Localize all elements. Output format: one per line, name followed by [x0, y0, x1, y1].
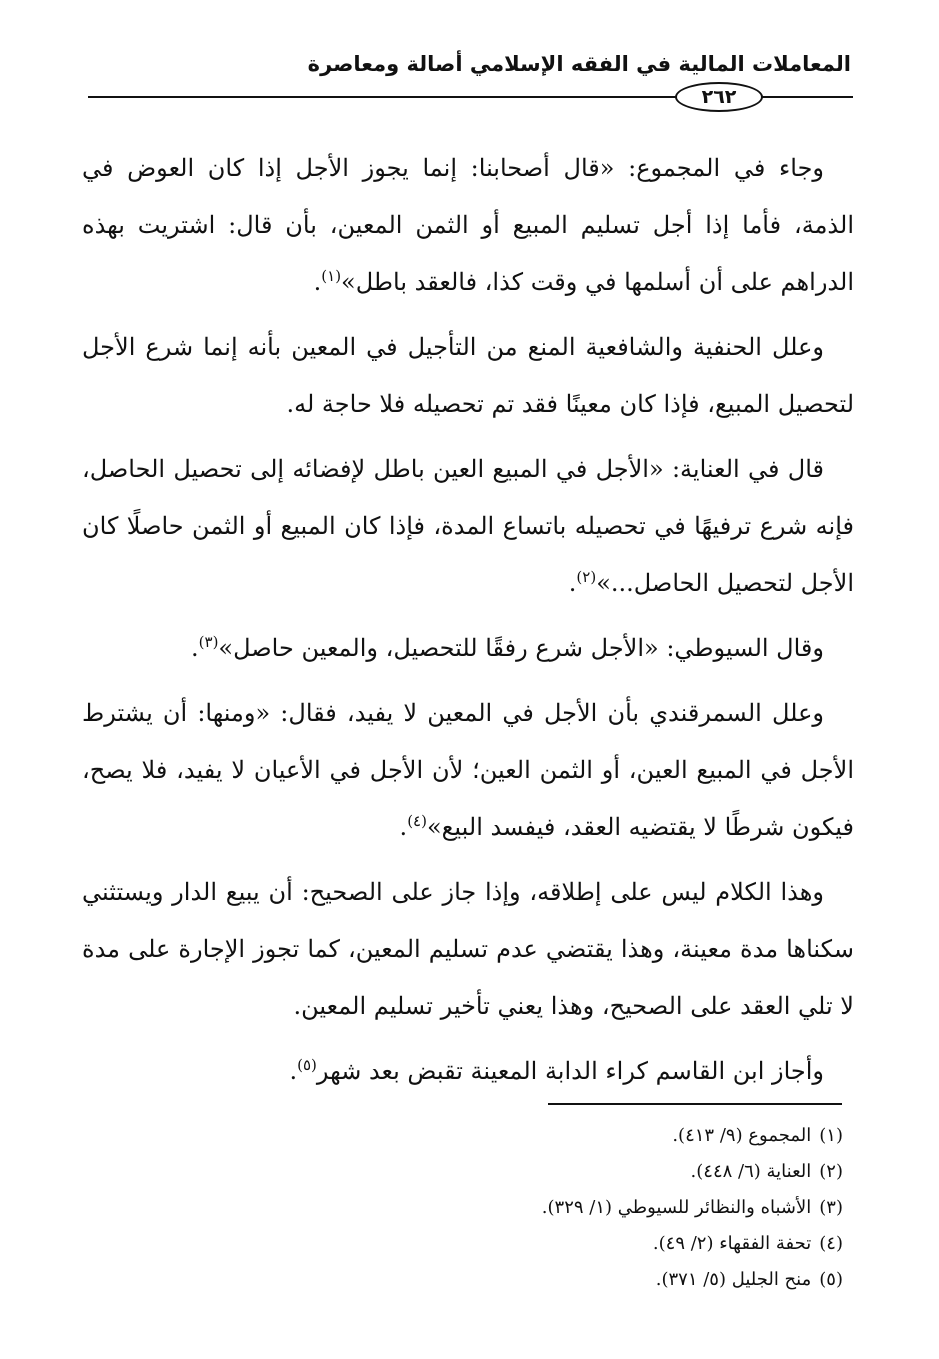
footnote-text: تحفة الفقهاء (٢/ ٤٩).: [652, 1233, 812, 1254]
paragraph-end: .: [568, 569, 577, 597]
paragraph: [82, 441, 854, 612]
paragraph-text: وهذا الكلام ليس على إطلاقه، وإذا جاز على الصحيح: أن يبيع الدار ويستثني سكناها مدة معينة، وهذا يقتضي عدم تسليم المعين، كما تجوز الإجارة على مدة لا تلي العقد على الصحيح، وهذا يعني تأخير تسليم المعين.: [82, 878, 854, 1020]
footnote-reference: (٢): [576, 568, 597, 586]
footnotes-list: [343, 1118, 843, 1298]
footnote-reference: (١): [321, 267, 342, 285]
paragraph-text: قال في العناية: «الأجل في المبيع العين باطل لإفضائه إلى تحصيل الحاصل، فإنه شرع ترفيهًا في تحصيله باتساع المدة، فإذا كان المبيع أو الثمن حاصلًا كان الأجل لتحصيل الحاصل...»: [82, 455, 854, 597]
paragraph-end: .: [313, 268, 322, 296]
footnote-reference: (٥): [297, 1056, 317, 1074]
running-title: المعاملات المالية في الفقه الإسلامي أصالة ومعاصرة: [307, 52, 851, 76]
paragraph-text: وجاء في المجموع: «قال أصحابنا: إنما يجوز الأجل إذا كان العوض في الذمة، فأما إذا أجل تسليم المبيع أو الثمن المعين، بأن قال: اشتريت بهذه الدراهم على أن أسلمها في وقت كذا، فالعقد باطل»: [82, 154, 854, 296]
footnote-text: منح الجليل (٥/ ٣٧١).: [655, 1269, 812, 1290]
footnote-text: الأشباه والنظائر للسيوطي (١/ ٣٢٩).: [541, 1197, 812, 1218]
footnote-text: المجموع (٩/ ٤١٣).: [672, 1125, 812, 1146]
paragraph-text: وأجاز ابن القاسم كراء الدابة المعينة تقبض بعد شهر: [316, 1057, 824, 1085]
paragraph: [82, 864, 854, 1035]
footnote: [343, 1262, 843, 1298]
footnote-number: (٣): [819, 1197, 843, 1218]
footnote-number: (٢): [819, 1161, 843, 1182]
paragraph-end: .: [191, 634, 199, 662]
footnote-separator: [548, 1103, 842, 1105]
footnote-reference: (٣): [198, 633, 219, 651]
paragraph-text: وعلل الحنفية والشافعية المنع من التأجيل في المعين بأنه إنما شرع الأجل لتحصيل المبيع، فإذا كان معينًا فقد تم تحصيله فلا حاجة له.: [82, 333, 854, 418]
footnote-reference: (٤): [407, 812, 427, 830]
paragraph: [82, 620, 854, 677]
footnote-number: (١): [819, 1125, 843, 1146]
page-number: ٢٦٢: [701, 86, 737, 108]
page-number-oval: [675, 82, 763, 112]
footnote: [343, 1154, 843, 1190]
footnote: [343, 1118, 843, 1154]
paragraph-text: وعلل السمرقندي بأن الأجل في المعين لا يفيد، فقال: «ومنها: أن يشترط الأجل في المبيع العين، أو الثمن العين؛ لأن الأجل في الأعيان لا يفيد، فلا يصح، فيكون شرطًا لا يقتضيه العقد، فيفسد البيع»: [82, 699, 854, 841]
footnote-number: (٥): [819, 1269, 843, 1290]
paragraph-end: .: [289, 1057, 298, 1085]
paragraph: [82, 1043, 854, 1100]
paragraph: [82, 140, 854, 311]
paragraph: [82, 319, 854, 433]
footnote-text: العناية (٦/ ٤٤٨).: [690, 1161, 812, 1182]
paragraph: [82, 685, 854, 856]
footnote: [343, 1226, 843, 1262]
main-text: [82, 140, 854, 1108]
paragraph-text: وقال السيوطي: «الأجل شرع رفقًا للتحصيل، والمعين حاصل»: [218, 634, 824, 662]
footnote-number: (٤): [819, 1233, 843, 1254]
paragraph-end: .: [399, 813, 408, 841]
footnote: [343, 1190, 843, 1226]
